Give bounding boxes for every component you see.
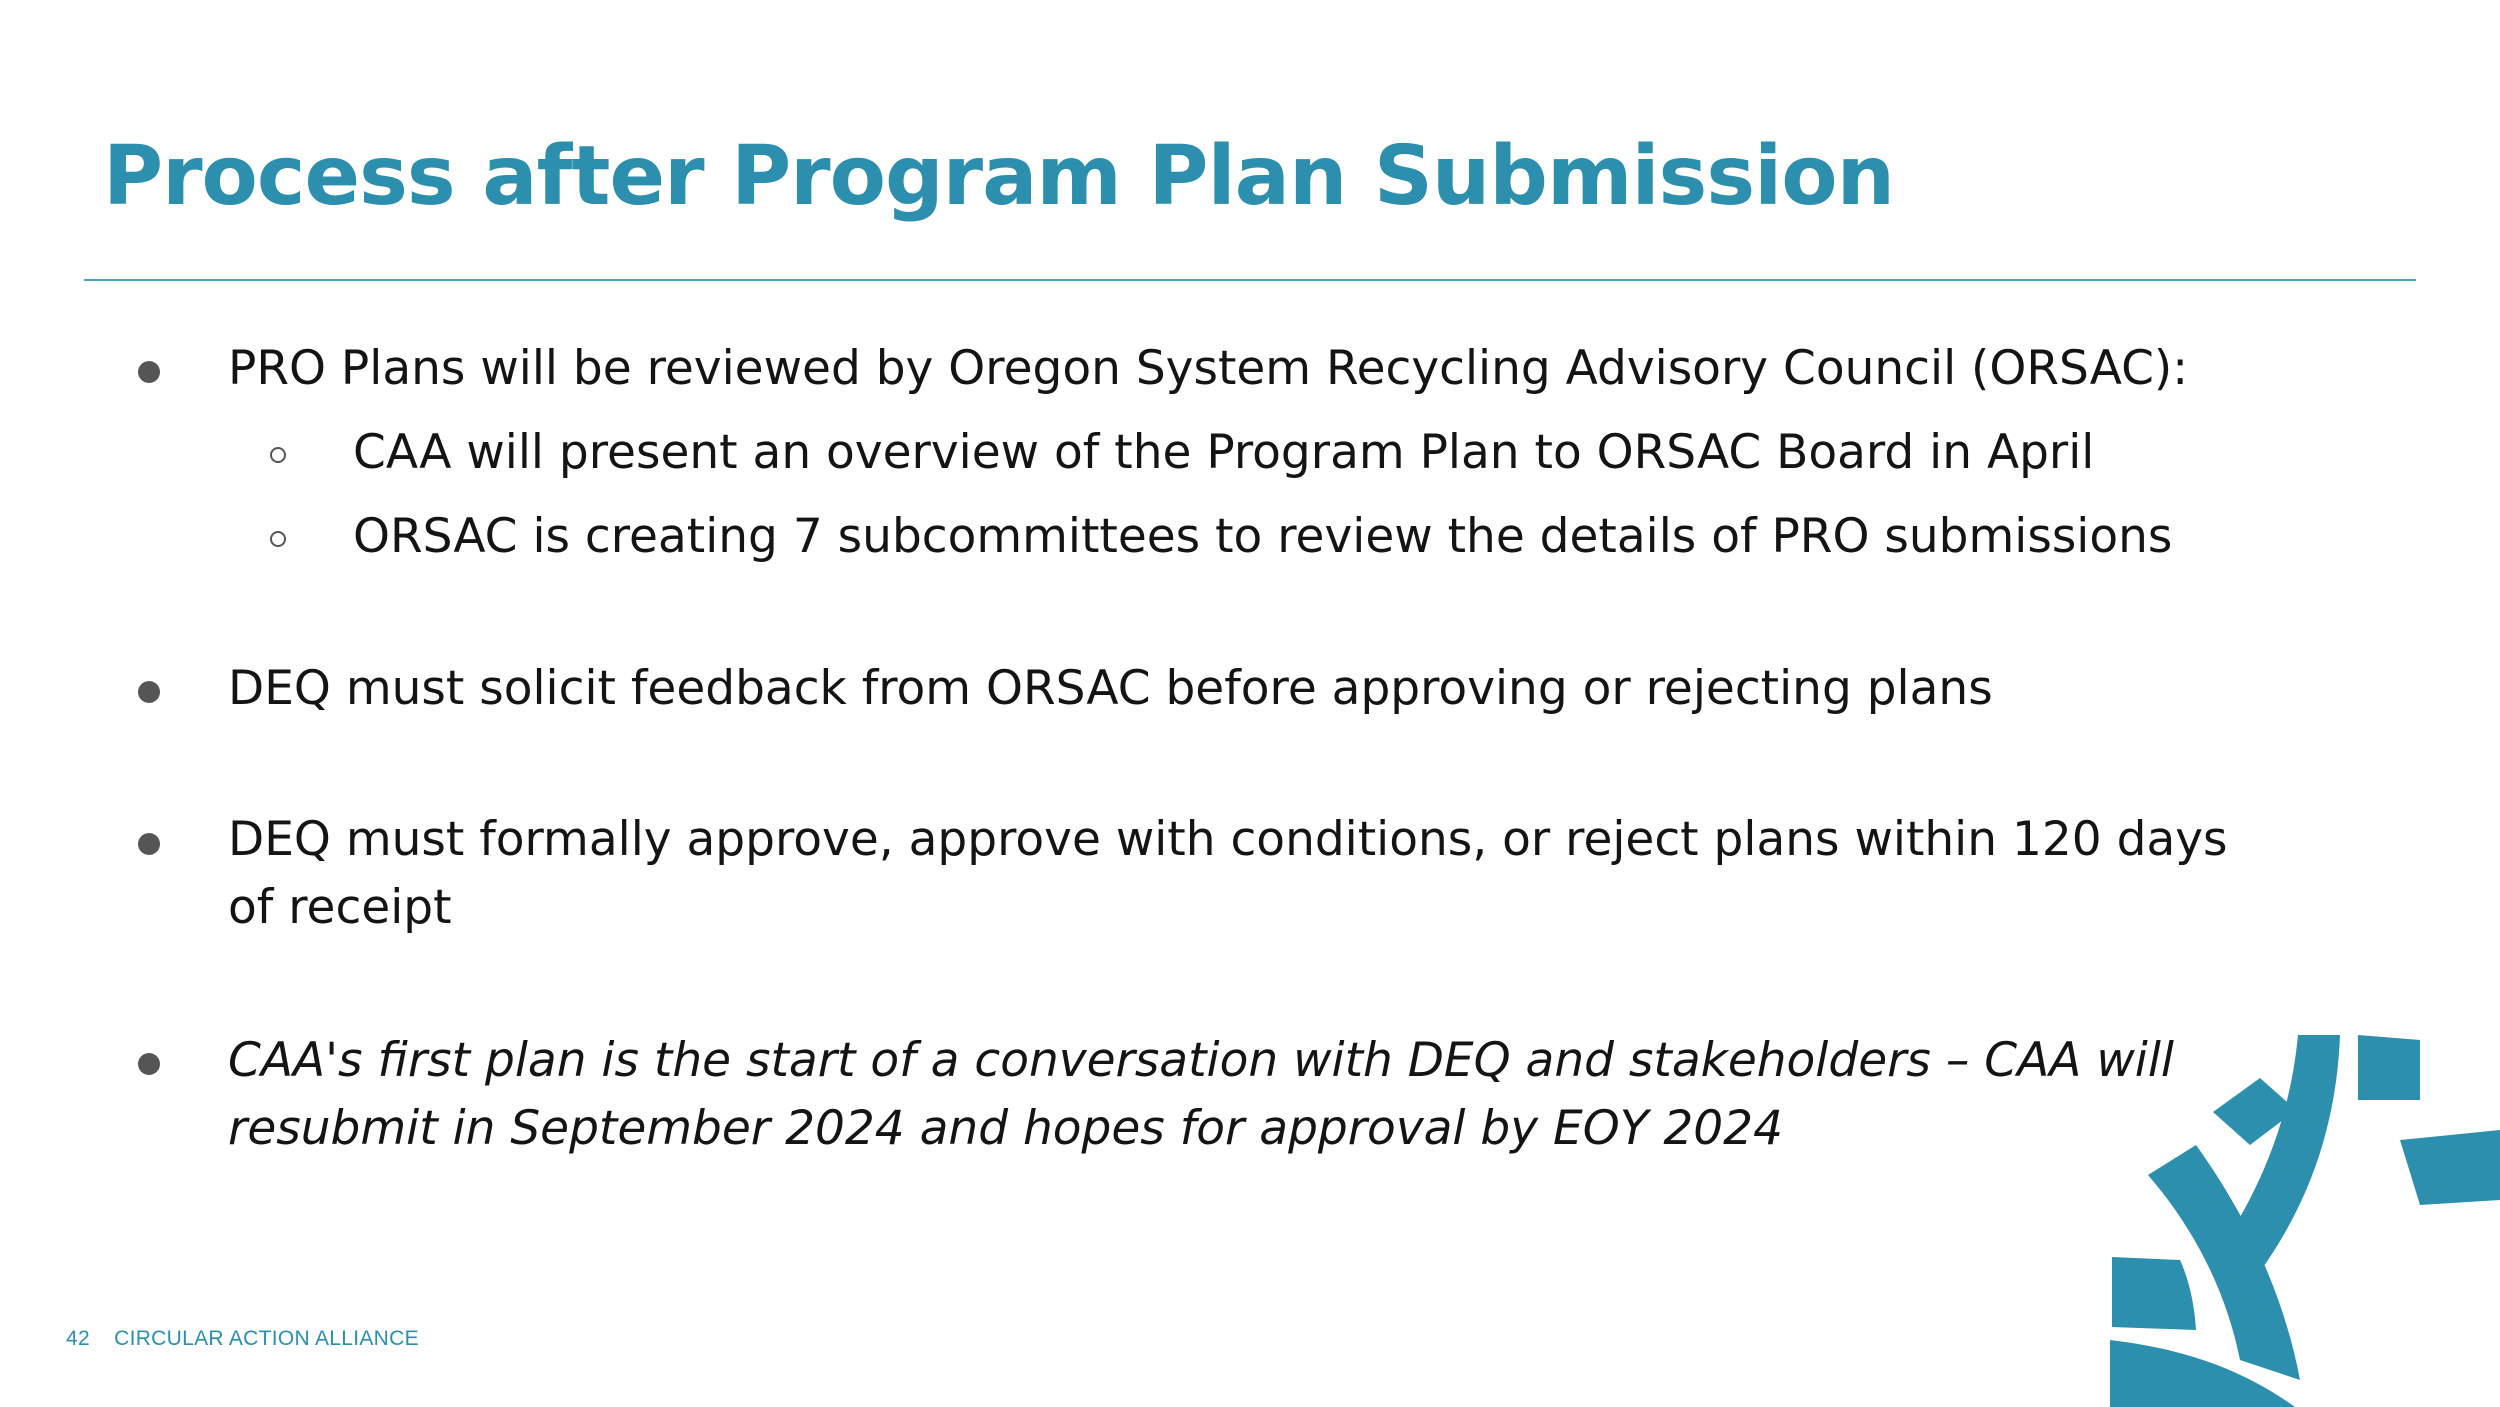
sub-bullet-marker bbox=[270, 447, 286, 463]
bullet-marker bbox=[138, 361, 160, 383]
bullet-marker bbox=[138, 833, 160, 855]
sub-bullet-item: CAA will present an overview of the Program Plan to ORSAC Board in April bbox=[353, 425, 2095, 480]
page-number: 42 bbox=[66, 1327, 90, 1350]
bullet-item: CAA's first plan is the start of a conversation with DEQ and stakeholders – CAA will resubmit in September 2024 and hopes for approval by EOY 2024 bbox=[228, 1033, 2174, 1156]
slide-title: Process after Program Plan Submission bbox=[103, 129, 1894, 224]
circular-action-alliance-logo-icon bbox=[2100, 1020, 2500, 1407]
bullet-marker bbox=[138, 1053, 160, 1075]
sub-bullet-marker bbox=[270, 531, 286, 547]
bullet-item: PRO Plans will be reviewed by Oregon System Recycling Advisory Council (ORSAC): bbox=[228, 341, 2189, 396]
bullet-item: DEQ must formally approve, approve with conditions, or reject plans within 120 days of receipt bbox=[228, 812, 2228, 935]
slide-footer bbox=[66, 1327, 419, 1351]
bullet-item: DEQ must solicit feedback from ORSAC before approving or rejecting plans bbox=[228, 661, 1993, 716]
footer-organization: CIRCULAR ACTION ALLIANCE bbox=[114, 1327, 419, 1350]
bullet-marker bbox=[138, 681, 160, 703]
title-divider bbox=[84, 279, 2416, 281]
sub-bullet-item: ORSAC is creating 7 subcommittees to review the details of PRO submissions bbox=[353, 509, 2173, 564]
